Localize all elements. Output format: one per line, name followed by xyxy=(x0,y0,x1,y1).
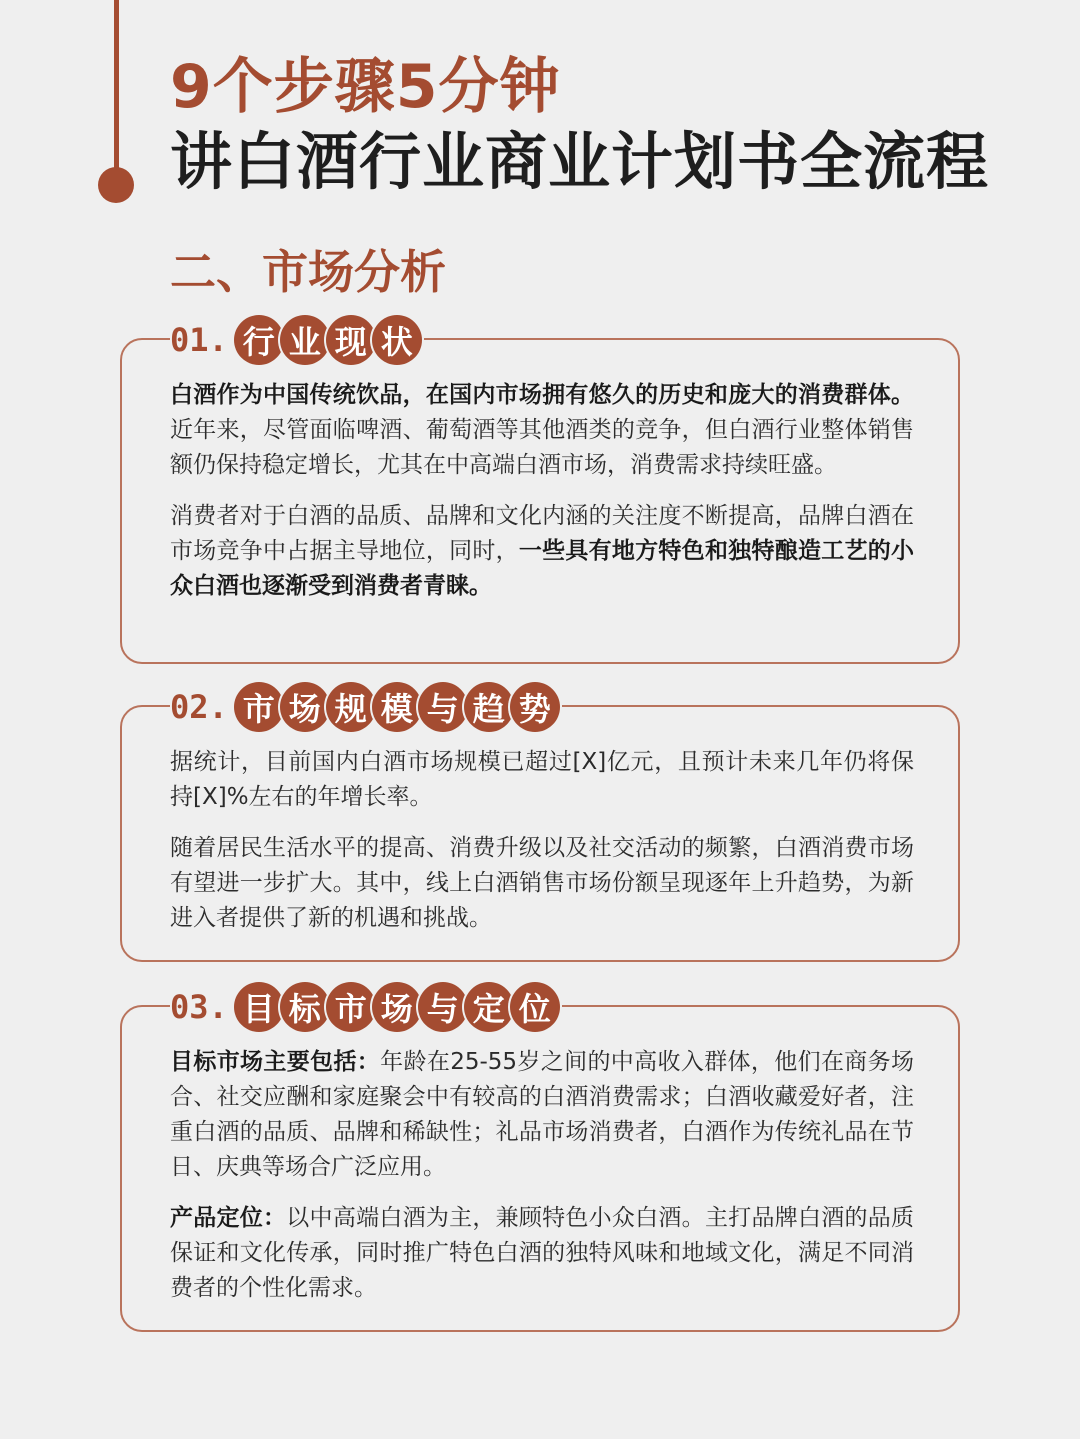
heading-char: 与 xyxy=(418,682,468,732)
card-target-market-positioning xyxy=(120,988,960,1332)
paragraph xyxy=(170,378,914,483)
card-heading xyxy=(170,980,562,1034)
text: 近年来，尽管面临啤酒、葡萄酒等其他酒类的竞争，但白酒行业整体销售额仍保持稳定增长，尤其在中高端白酒市场，消费需求持续旺盛。 xyxy=(170,417,914,478)
section-title: 二、市场分析 xyxy=(170,245,446,299)
card-number: 02. xyxy=(170,688,228,726)
heading-char: 定 xyxy=(464,982,514,1032)
text: 消费者对于白酒的品质、品牌和文化内涵的关注度不断提高，品牌白酒在市场竞争中占据主导地位，同时， xyxy=(170,503,914,564)
bold-text: 产品定位： xyxy=(170,1205,287,1231)
card-body xyxy=(170,378,914,620)
heading-char: 现 xyxy=(326,315,376,365)
bold-text: 白酒作为中国传统饮品，在国内市场拥有悠久的历史和庞大的消费群体。 xyxy=(170,382,914,408)
card-number: 01. xyxy=(170,321,228,359)
paragraph xyxy=(170,1045,914,1185)
card-heading xyxy=(170,313,424,367)
title-line-1: 9个步骤5分钟 xyxy=(170,52,561,122)
text: 以中高端白酒为主，兼顾特色小众白酒。主打品牌白酒的品质保证和文化传承，同时推广特色白酒的独特风味和地域文化，满足不同消费者的个性化需求。 xyxy=(170,1205,915,1301)
heading-char: 目 xyxy=(234,982,284,1032)
bold-text: 目标市场主要包括： xyxy=(170,1049,381,1075)
heading-char: 市 xyxy=(234,682,284,732)
card-market-size-trend xyxy=(120,688,960,962)
heading-char: 场 xyxy=(280,682,330,732)
bold-text: 一些具有地方特色和独特酿造工艺的小众白酒也逐渐受到消费者青睐。 xyxy=(170,538,915,599)
decorative-vertical-line xyxy=(114,0,119,175)
paragraph xyxy=(170,499,914,604)
paragraph: 据统计，目前国内白酒市场规模已超过[X]亿元，且预计未来几年仍将保持[X]%左右的年增长率。 xyxy=(170,749,914,810)
heading-char: 业 xyxy=(280,315,330,365)
card-industry-status xyxy=(120,321,960,664)
heading-char: 模 xyxy=(372,682,422,732)
heading-char: 规 xyxy=(326,682,376,732)
paragraph xyxy=(170,1201,914,1306)
heading-char: 状 xyxy=(372,315,422,365)
heading-char: 市 xyxy=(326,982,376,1032)
card-body xyxy=(170,1045,914,1322)
heading-char: 行 xyxy=(234,315,284,365)
paragraph: 随着居民生活水平的提高、消费升级以及社交活动的频繁，白酒消费市场有望进一步扩大。其中，线上白酒销售市场份额呈现逐年上升趋势，为新进入者提供了新的机遇和挑战。 xyxy=(170,835,914,931)
card-body xyxy=(170,745,914,952)
heading-char: 趋 xyxy=(464,682,514,732)
decorative-dot xyxy=(98,167,134,203)
heading-char: 标 xyxy=(280,982,330,1032)
card-heading xyxy=(170,680,562,734)
heading-char: 位 xyxy=(510,982,560,1032)
heading-char: 势 xyxy=(510,682,560,732)
heading-char: 场 xyxy=(372,982,422,1032)
card-number: 03. xyxy=(170,988,228,1026)
text: 年龄在25-55岁之间的中高收入群体，他们在商务场合、社交应酬和家庭聚会中有较高的白酒消费需求；白酒收藏爱好者，注重白酒的品质、品牌和稀缺性；礼品市场消费者，白酒作为传统礼品在节日、庆典等场合广泛应用。 xyxy=(170,1049,914,1180)
title-line-2: 讲白酒行业商业计划书全流程 xyxy=(170,125,990,198)
heading-char: 与 xyxy=(418,982,468,1032)
